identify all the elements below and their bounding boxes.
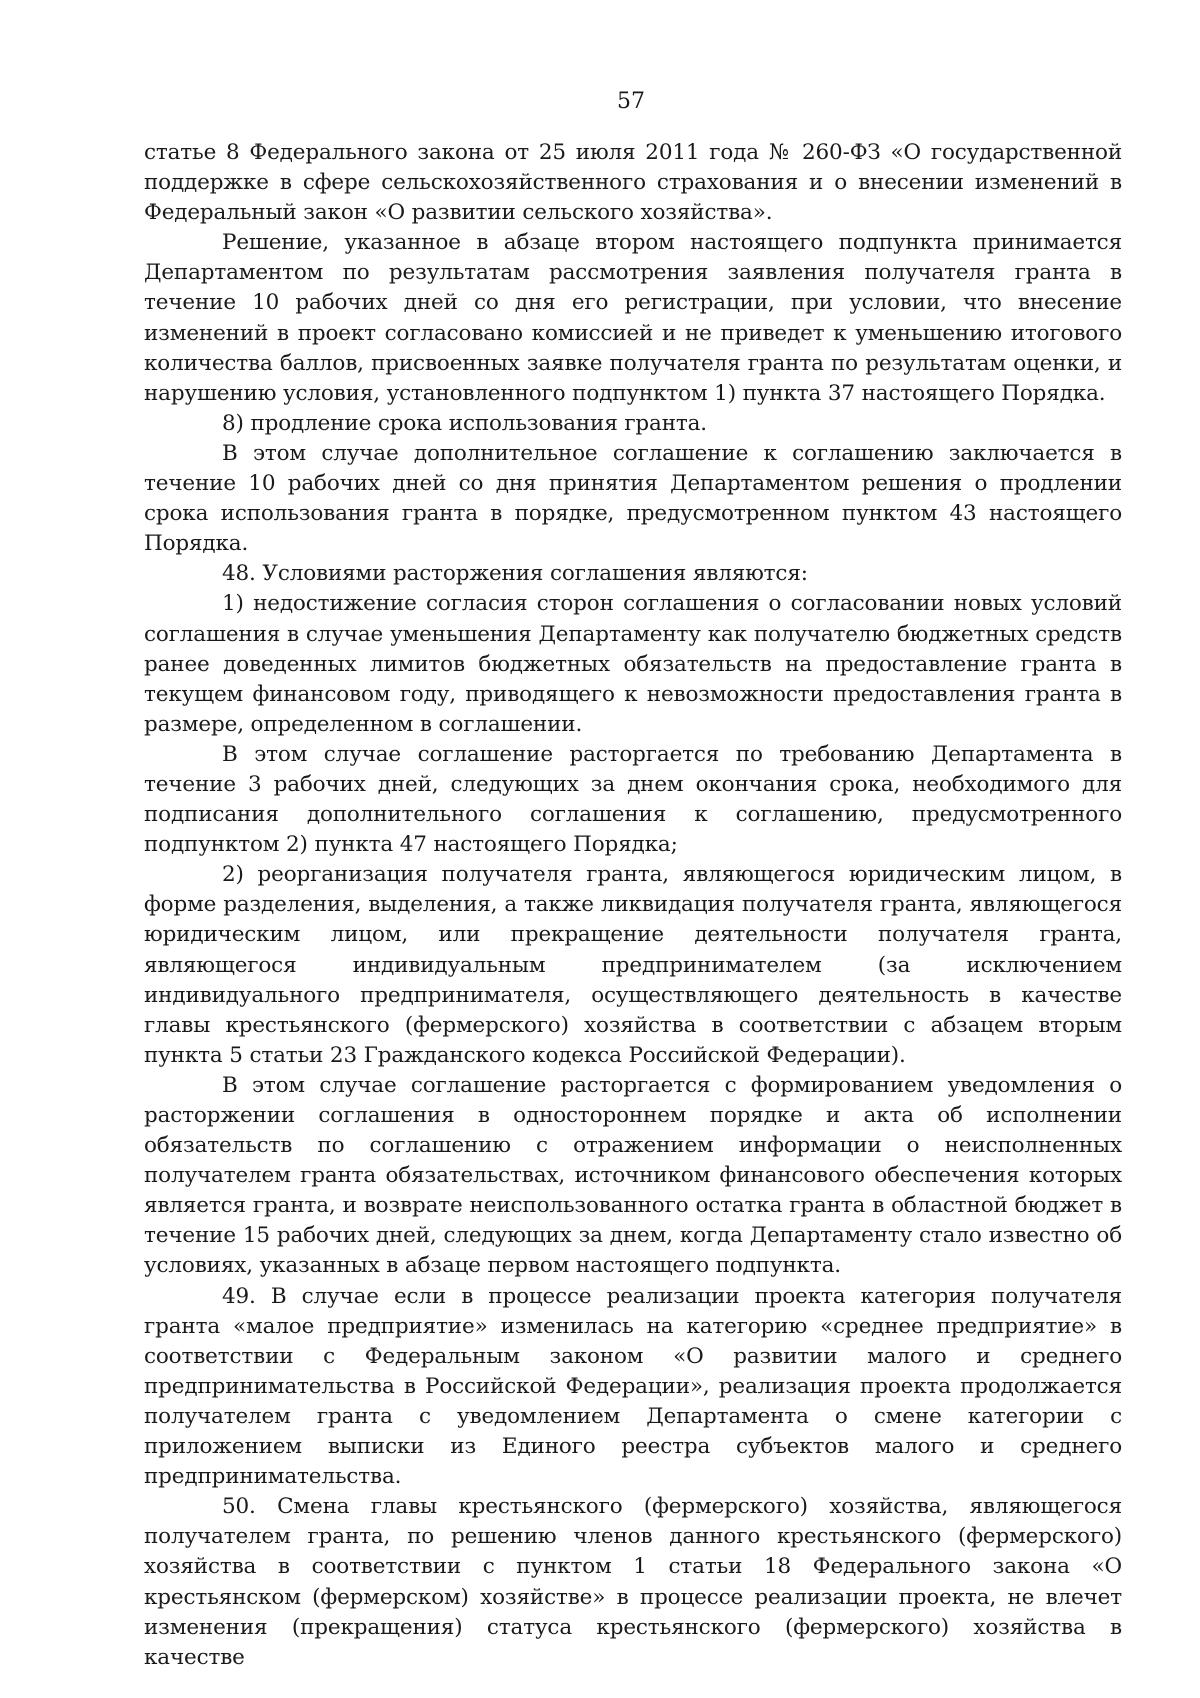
paragraph: В этом случае соглашение расторгается с формированием уведомления о расторжении соглашения в одностороннем порядке и акта об исполнении обязательств по соглашению с отражением информации о неисполненных получателем гранта обязательствах, источником финансового обеспечения которых является гранта, и возврате неиспользованного остатка гранта в областной бюджет в течение 15 рабочих дней, следующих за днем, когда Департаменту стало известно об условиях, указанных в абзаце первом настоящего подпункта. — [144, 1072, 1122, 1279]
paragraph: 8) продление срока использования гранта. — [222, 410, 707, 436]
paragraph: В этом случае дополнительное соглашение к соглашению заключается в течение 10 рабочих дней со дня принятия Департаментом решения о продлении срока использования гранта в порядке, предусмотренном пунктом 43 настоящего Порядка. — [144, 440, 1122, 557]
paragraph: 50. Смена главы крестьянского (фермерского) хозяйства, являющегося получателем гранта, по решению членов данного крестьянского (фермерского) хозяйства в соответствии с пунктом 1 статьи 18 Федерального закона «О крестьянском (фермерском) хозяйстве» в процессе реализации проекта, не влечет изменения (прекращения) статуса крестьянского (фермерского) хозяйства в качестве — [144, 1494, 1122, 1670]
paragraph: 2) реорганизация получателя гранта, являющегося юридическим лицом, в форме разделения, выделения, а также ликвидация получателя гранта, являющегося юридическим лицом, или прекращение деятельности получателя гранта, являющегося индивидуальным предпринимателем (за исключением индивидуального предпринимателя, осуществляющего деятельность в качестве главы крестьянского (фермерского) хозяйства в соответствии с абзацем вторым пункта 5 статьи 23 Гражданского кодекса Российской Федерации). — [144, 862, 1122, 1068]
document-body — [144, 138, 1122, 1673]
paragraph: Решение, указанное в абзаце втором настоящего подпункта принимается Департаментом по результатам рассмотрения заявления получателя гранта в течение 10 рабочих дней со дня его регистрации, при условии, что внесение изменений в проект согласовано комиссией и не приведет к уменьшению итогового количества баллов, присвоенных заявке получателя гранта по результатам оценки, и нарушению условия, установленного подпунктом 1) пункта 37 настоящего Порядка. — [144, 230, 1122, 406]
paragraph: В этом случае соглашение расторгается по требованию Департамента в течение 3 рабочих дней, следующих за днем окончания срока, необходимого для подписания дополнительного соглашения к соглашению, предусмотренного подпунктом 2) пункта 47 настоящего Порядка; — [144, 741, 1122, 858]
paragraph: 1) недостижение согласия сторон соглашения о согласовании новых условий соглашения в случае уменьшения Департаменту как получателю бюджетных средств ранее доведенных лимитов бюджетных обязательств на предоставление гранта в текущем финансовом году, приводящего к невозможности предоставления гранта в размере, определенном в соглашении. — [144, 591, 1122, 737]
page-number: 57 — [617, 89, 645, 114]
paragraph: 48. Условиями расторжения соглашения являются: — [222, 561, 808, 587]
paragraph: статье 8 Федерального закона от 25 июля 2011 года № 260-ФЗ «О государственной поддержке в сфере сельскохозяйственного страхования и о внесении изменений в Федеральный закон «О развитии сельского хозяйства». — [144, 140, 1122, 226]
paragraph: 49. В случае если в процессе реализации проекта категория получателя гранта «малое предприятие» изменилась на категорию «среднее предприятие» в соответствии с Федеральным законом «О развитии малого и среднего предпринимательства в Российской Федерации», реализация проекта продолжается получателем гранта с уведомлением Департамента о смене категории с приложением выписки из Единого реестра субъектов малого и среднего предпринимательства. — [144, 1283, 1122, 1490]
